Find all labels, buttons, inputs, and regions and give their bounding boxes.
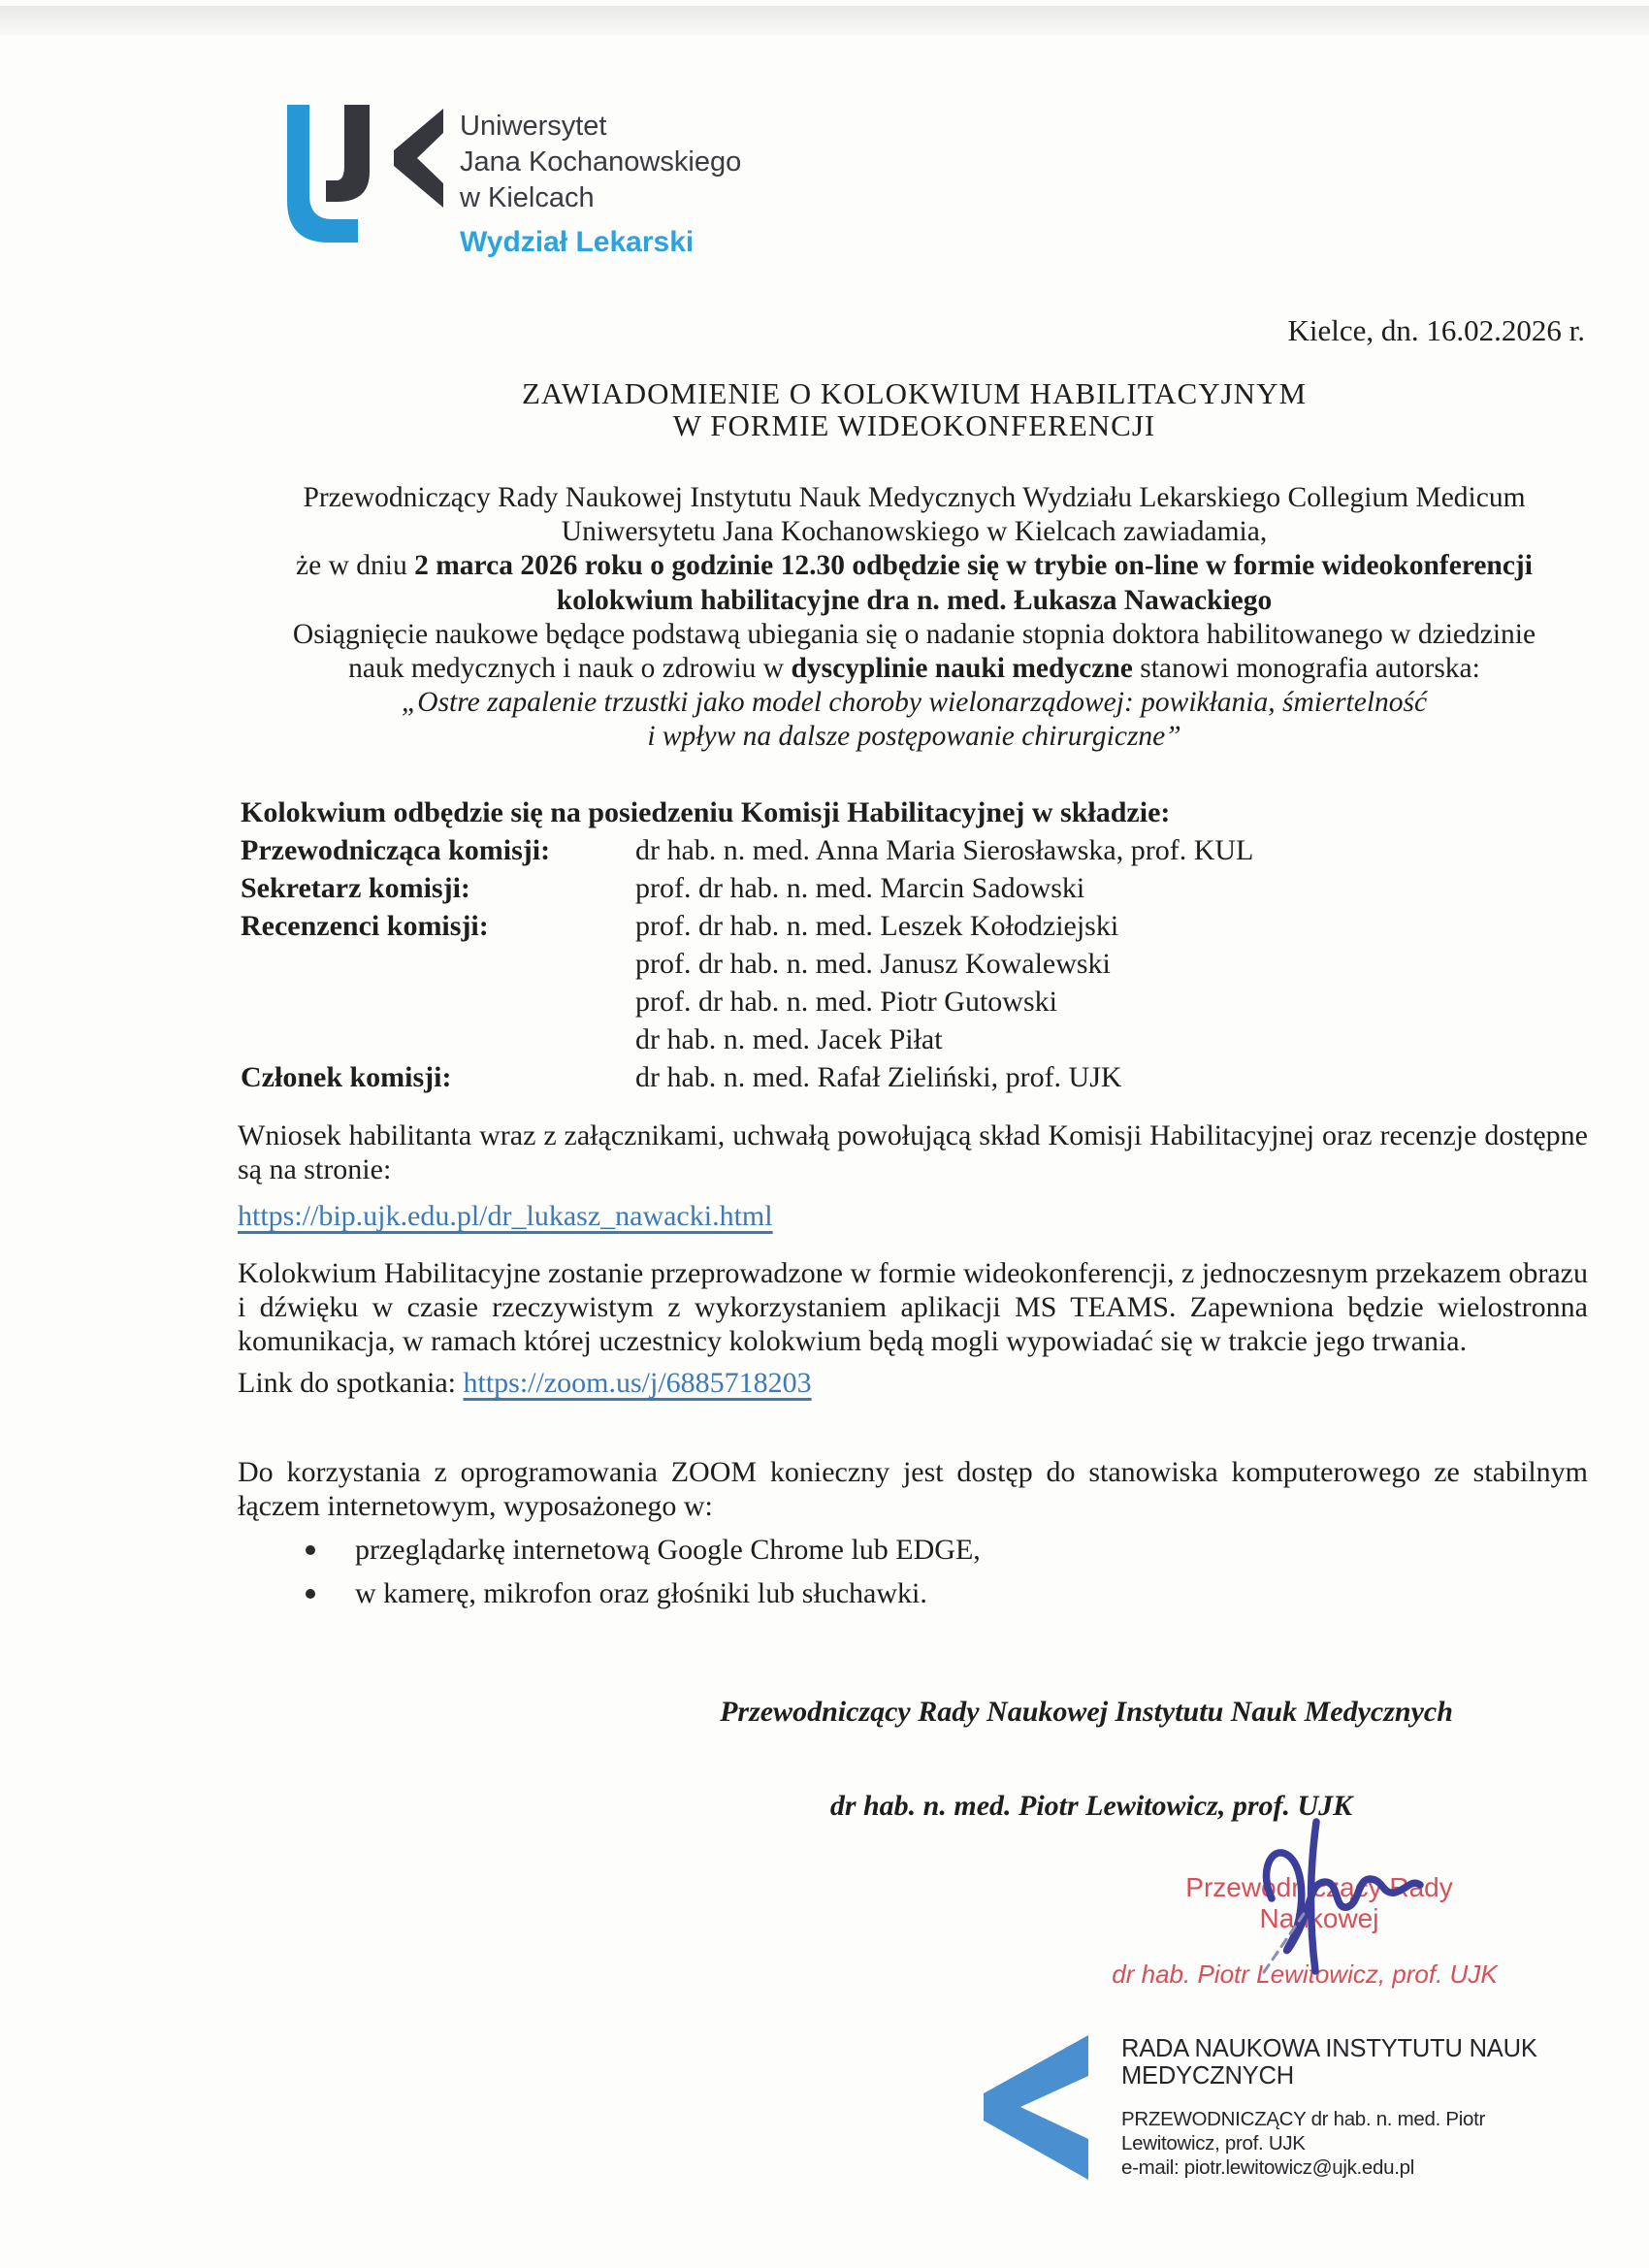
stamp-role-text: Przewodniczący Rady Naukowej [1185, 1872, 1453, 1933]
stamp-name-text: dr hab. Piotr Lewitowicz, prof. UJK [1112, 1960, 1498, 1989]
university-name-line3: w Kielcach [460, 182, 595, 213]
committee-member: dr hab. n. med. Anna Maria Sierosławska, prof. KUL [635, 834, 1254, 866]
videoconference-paragraph [238, 1256, 1588, 1400]
footer-contact-block [1121, 2035, 1587, 2180]
committee-member: prof. dr hab. n. med. Leszek Kołodziejski [635, 910, 1119, 942]
requirement-item: przeglądarkę internetową Google Chrome lub EDGE, [238, 1533, 1588, 1567]
application-text: Wniosek habilitanta wraz z załącznikami, uchwałą powołującą skład Komisji Habilitacyjnej oraz recenzje dostępne są na stronie: [238, 1119, 1588, 1185]
committee-row [241, 1058, 1594, 1096]
requirements-list [238, 1533, 1588, 1610]
university-name-line2: Jana Kochanowskiego [460, 146, 742, 178]
committee-member: dr hab. n. med. Rafał Zieliński, prof. UJK [635, 1061, 1122, 1093]
faculty-name: Wydział Lekarski [460, 226, 695, 258]
zoom-requirements-text: Do korzystania z oprogramowania ZOOM konieczny jest dostęp do stanowiska komputerowego ze stabilnym łączem internetowym, wyposażonego w: [238, 1456, 1588, 1522]
footer-chairman-line: PRZEWODNICZĄCY dr hab. n. med. Piotr Lewitowicz, prof. UJK [1121, 2108, 1486, 2155]
committee-row [241, 831, 1594, 869]
requirement-item: w kamerę, mikrofon oraz głośniki lub słuchawki. [238, 1576, 1588, 1610]
closing-role-line: Przewodniczący Rady Naukowej Instytutu Nauk Medycznych [720, 1696, 1453, 1728]
meeting-link-label: Link do spotkania: [238, 1367, 464, 1399]
intro-line: Osiągnięcie naukowe będące podstawą ubiegania się o nadanie stopnia doktora habilitowanego w dziedzinie [292, 618, 1536, 650]
committee-role-label: Recenzenci komisji: [241, 910, 489, 942]
footer-org-name: RADA NAUKOWA INSTYTUTU NAUK MEDYCZNYCH [1121, 2035, 1537, 2090]
committee-member: prof. dr hab. n. med. Marcin Sadowski [635, 872, 1085, 904]
page-title [238, 377, 1591, 441]
committee-row [241, 907, 1594, 1058]
committee-role-label: Członek komisji: [241, 1061, 452, 1093]
logo-text-block [460, 109, 741, 259]
meeting-link-line [238, 1366, 1588, 1400]
intro-line-regular: że w dniu [296, 550, 415, 582]
scan-artifact-band [0, 6, 1649, 35]
zoom-meeting-link[interactable]: https://zoom.us/j/6885718203 [463, 1367, 812, 1399]
title-line1: ZAWIADOMIENIE O KOLOKWIUM HABILITACYJNYM [521, 376, 1308, 410]
intro-line-regular: nauk medycznych i nauk o zdrowiu w [348, 653, 792, 685]
committee-row [241, 869, 1594, 907]
intro-line-tail: stanowi monografia autorska: [1132, 653, 1480, 685]
committee-heading: Kolokwium odbędzie się na posiedzeniu Komisji Habilitacyjnej w składzie: [241, 796, 1171, 828]
application-paragraph [238, 1118, 1588, 1233]
closing-name-line: dr hab. n. med. Piotr Lewitowicz, prof. UJK [829, 1790, 1353, 1822]
intro-line: Przewodniczący Rady Naukowej Instytutu Nauk Medycznych Wydziału Lekarskiego Collegium Medicum [303, 482, 1526, 513]
monograph-title-line2: i wpływ na dalsze postępowanie chirurgiczne” [647, 721, 1181, 753]
intro-line-candidate: kolokwium habilitacyjne dra n. med. Łukasza Nawackiego [556, 584, 1273, 616]
videoconference-text: Kolokwium Habilitacyjne zostanie przeprowadzone w formie wideokonferencji, z jednoczesnym przekazem obrazu i dźwięku w czasie rzeczywistym z wykorzystaniem aplikacji MS TEAMS. Zapewniona będzie wielostronna komunikacja, w ramach której uczestnicy kolokwium będą mogli wypowiadać się w trakcie jego trwania. [238, 1257, 1588, 1357]
footer-email: e-mail: piotr.lewitowicz@ujk.edu.pl [1121, 2156, 1414, 2179]
intro-line [218, 549, 1610, 583]
zoom-requirements-paragraph [238, 1455, 1588, 1620]
intro-paragraph [218, 481, 1610, 755]
bip-link[interactable]: https://bip.ujk.edu.pl/dr_lukasz_nawacki.html [238, 1200, 773, 1232]
university-logo [287, 105, 741, 259]
committee-member: prof. dr hab. n. med. Janusz Kowalewski [635, 948, 1111, 980]
university-name-line1: Uniwersytet [460, 111, 607, 142]
intro-line-bold: 2 marca 2026 roku o godzinie 12.30 odbędzie się w trybie on-line w formie wideokonferencji [414, 550, 1533, 582]
intro-line-bold: dyscyplinie nauki medyczne [791, 653, 1133, 685]
bip-link-line [238, 1199, 1588, 1233]
committee-role-label: Sekretarz komisji: [241, 872, 470, 904]
date-line: Kielce, dn. 16.02.2026 r. [1287, 313, 1585, 347]
intro-line [218, 652, 1610, 686]
committee-member-list [635, 907, 1118, 1058]
ujk-logo-icon [287, 105, 444, 250]
committee-role-label: Przewodnicząca komisji: [241, 834, 551, 866]
intro-line: Uniwersytetu Jana Kochanowskiego w Kielcach zawiadamia, [561, 516, 1268, 548]
committee-section [241, 794, 1594, 1096]
footer-chevron-icon [978, 2035, 1088, 2180]
monograph-title-line1: „Ostre zapalenie trzustki jako model choroby wielonarządowej: powikłania, śmiertelność [401, 687, 1428, 719]
committee-member: prof. dr hab. n. med. Piotr Gutowski [635, 986, 1057, 1018]
title-line2: W FORMIE WIDEOKONFERENCJI [672, 408, 1156, 442]
committee-member: dr hab. n. med. Jacek Piłat [635, 1023, 943, 1055]
